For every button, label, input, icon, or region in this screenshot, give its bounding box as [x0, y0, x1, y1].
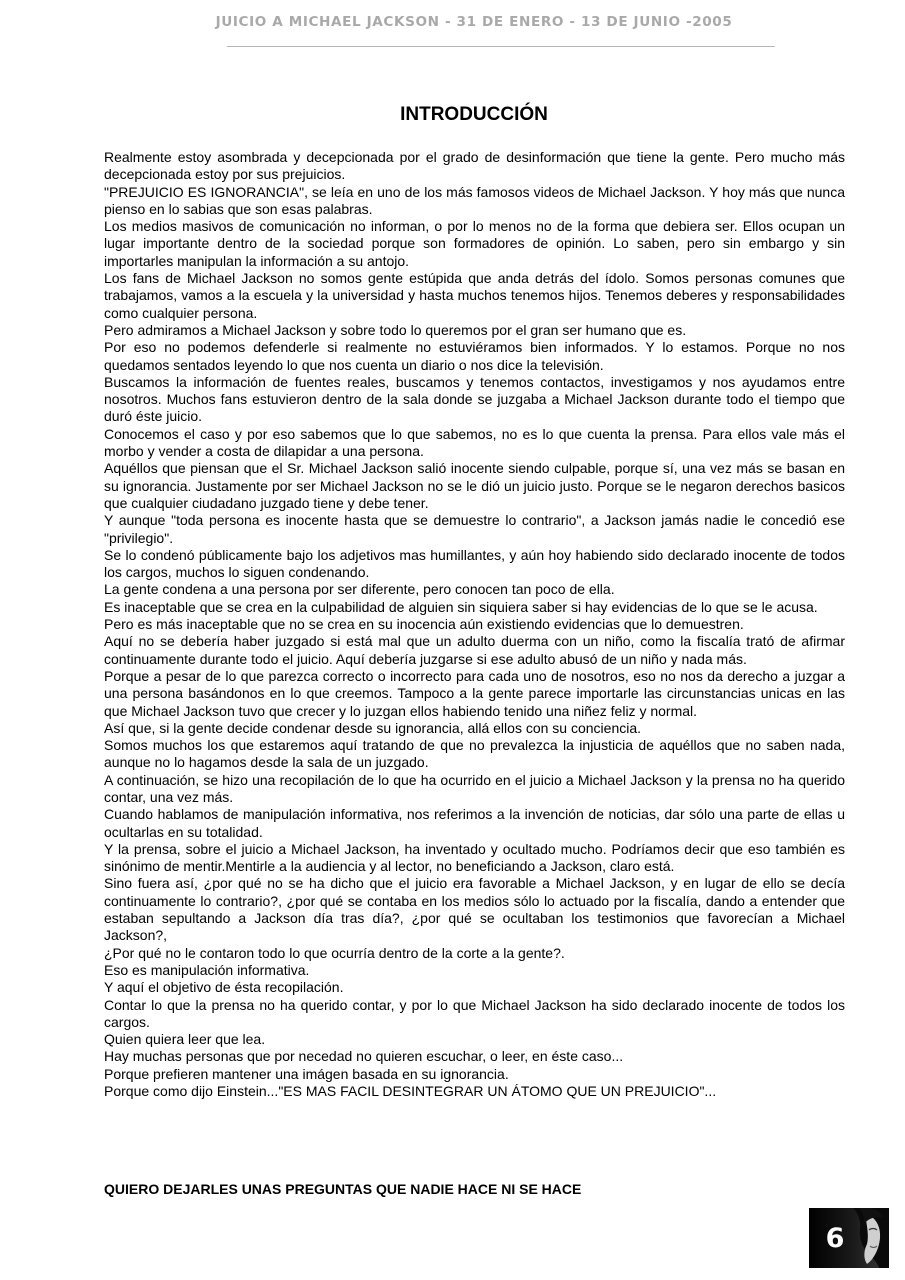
paragraph: ¿Por qué no le contaron todo lo que ocurría dentro de la corte a la gente?. [104, 944, 565, 961]
paragraph: Quien quiera leer que lea. [104, 1031, 266, 1048]
paragraph: Se lo condenó públicamente bajo los adjetivos mas humillantes, y aún hoy habiendo sido declarado inocente de todos los cargos, muchos lo siguen condenando. [104, 546, 845, 581]
paragraph: Cuando hablamos de manipulación informativa, nos referimos a la invención de noticias, dar sólo una parte de ellas u ocultarlas en su totalidad. [104, 806, 845, 840]
paragraph: Y aquí el objetivo de ésta recopilación. [104, 979, 344, 996]
paragraph: Pero es más inaceptable que no se crea en su inocencia aún existiendo evidencias que lo demuestren. [104, 616, 744, 633]
paragraph: Aquí no se debería haber juzgado si está mal que un adulto duerma con un niño, como la fiscalía trató de afirmar continuamente durante todo el juicio. Aquí debería juzgarse si ese adulto abusó de un niño y nada más. [104, 633, 845, 667]
paragraph: Pero admiramos a Michael Jackson y sobre todo lo queremos por el gran ser humano que es. [104, 321, 687, 338]
paragraph: Buscamos la información de fuentes reales, buscamos y tenemos contactos, investigamos y nos ayudamos entre nosotros. Muchos fans estuvieron dentro de la sala donde se juzgaba a Michael Jackson durante todo el tiempo que duró éste juicio. [104, 373, 845, 425]
paragraph: Y la prensa, sobre el juicio a Michael Jackson, ha inventado y ocultado mucho. Podríamos decir que eso también es sinónimo de mentir.Mentirle a la audiencia y al lector, no beneficiando a Jackson, claro está. [104, 840, 845, 875]
paragraph: Eso es manipulación informativa. [104, 961, 310, 978]
paragraph: Es inaceptable que se crea en la culpabilidad de alguien sin siquiera saber si hay evidencias de lo que se le acusa. [104, 598, 818, 615]
body-text [104, 149, 845, 1100]
paragraph: Y aunque "toda persona es inocente hasta que se demuestre lo contrario", a Jackson jamás nadie le concedió ese "privilegio". [104, 512, 845, 546]
paragraph: Porque prefieren mantener una imágen basada en su ignorancia. [104, 1065, 509, 1082]
paragraph: Contar lo que la prensa no ha querido contar, y por lo que Michael Jackson ha sido declarado inocente de todos los cargos. [104, 996, 845, 1030]
paragraph: Realmente estoy asombrada y decepcionada por el grado de desinformación que tiene la gente. Pero mucho más decepcionada estoy por sus prejuicios. [104, 149, 845, 183]
page-number-badge [809, 1208, 889, 1268]
paragraph: Aquéllos que piensan que el Sr. Michael Jackson salió inocente siendo culpable, porque sí, una vez más se basan en su ignorancia. Justamente por ser Michael Jackson no se le dió un juicio justo. Porque se le negaron derechos basicos que cualquier ciudadano juzgado tiene y debe tener. [104, 460, 845, 511]
page-title: INTRODUCCIÓN [400, 104, 548, 125]
paragraph: Así que, si la gente decide condenar desde su ignorancia, allá ellos con su conciencia. [104, 719, 642, 736]
paragraph: "PREJUICIO ES IGNORANCIA", se leía en uno de los más famosos videos de Michael Jackson. Y hoy más que nunca pienso en lo sabias que son esas palabras. [104, 183, 845, 217]
paragraph: La gente condena a una persona por ser diferente, pero conocen tan poco de ella. [104, 581, 615, 598]
paragraph: A continuación, se hizo una recopilación de lo que ha ocurrido en el juicio a Michael Jackson y la prensa no ha querido contar, una vez más. [104, 771, 845, 805]
paragraph: Somos muchos los que estaremos aquí tratando de que no prevalezca la injusticia de aquéllos que no saben nada, aunque no lo hagamos desde la sala de un juzgado. [104, 737, 845, 771]
header-divider [227, 46, 775, 47]
paragraph: Sino fuera así, ¿por qué no se ha dicho que el juicio era favorable a Michael Jackson, y en lugar de ello se decía continuamente lo contrario?, ¿por qué se contaba en los medios sólo lo actuado por la fiscalía, dando a entender que estaban sepultando a Jackson día tras día?, ¿por qué se ocultaban los testimonios que favorecían a Michael Jackson?, [104, 875, 845, 944]
paragraph: Los fans de Michael Jackson no somos gente estúpida que anda detrás del ídolo. Somos personas comunes que trabajamos, vamos a la escuela y la universidad y hasta muchos tenemos hijos. Tenemos deberes y responsabilidades como cualquier persona. [104, 270, 845, 321]
page-number: 6 [825, 1222, 845, 1254]
paragraph: Porque como dijo Einstein..."ES MAS FACIL DESINTEGRAR UN ÁTOMO QUE UN PREJUICIO"... [104, 1083, 717, 1100]
closing-heading: QUIERO DEJARLES UNAS PREGUNTAS QUE NADIE HACE NI SE HACE [104, 1181, 582, 1197]
running-header: JUICIO A MICHAEL JACKSON - 31 DE ENERO - 13 DE JUNIO -2005 [215, 14, 733, 30]
paragraph: Por eso no podemos defenderle si realmente no estuviéramos bien informados. Y lo estamos. Porque no nos quedamos sentados leyendo lo que nos cuenta un diario o nos dice la televisión. [104, 339, 845, 373]
paragraph: Conocemos el caso y por eso sabemos que lo que sabemos, no es lo que cuenta la prensa. Para ellos vale más el morbo y vender a costa de dilapidar a una persona. [104, 425, 845, 460]
paragraph: Hay muchas personas que por necedad no quieren escuchar, o leer, en éste caso... [104, 1048, 624, 1065]
paragraph: Los medios masivos de comunicación no informan, o por lo menos no de la forma que debiera ser. Ellos ocupan un lugar importante dentro de la sociedad porque son formadores de opinión. Lo saben, pero sin embargo y sin importarles manipulan la información a su antojo. [104, 218, 845, 269]
paragraph: Porque a pesar de lo que parezca correcto o incorrecto para cada uno de nosotros, eso no nos da derecho a juzgar a una persona basándonos en lo que creemos. Tampoco a la gente parece importarle las circunstancias unicas en las que Michael Jackson tuvo que crecer y lo juzgan ellos habiendo tenido una niñez feliz y normal. [104, 667, 845, 719]
